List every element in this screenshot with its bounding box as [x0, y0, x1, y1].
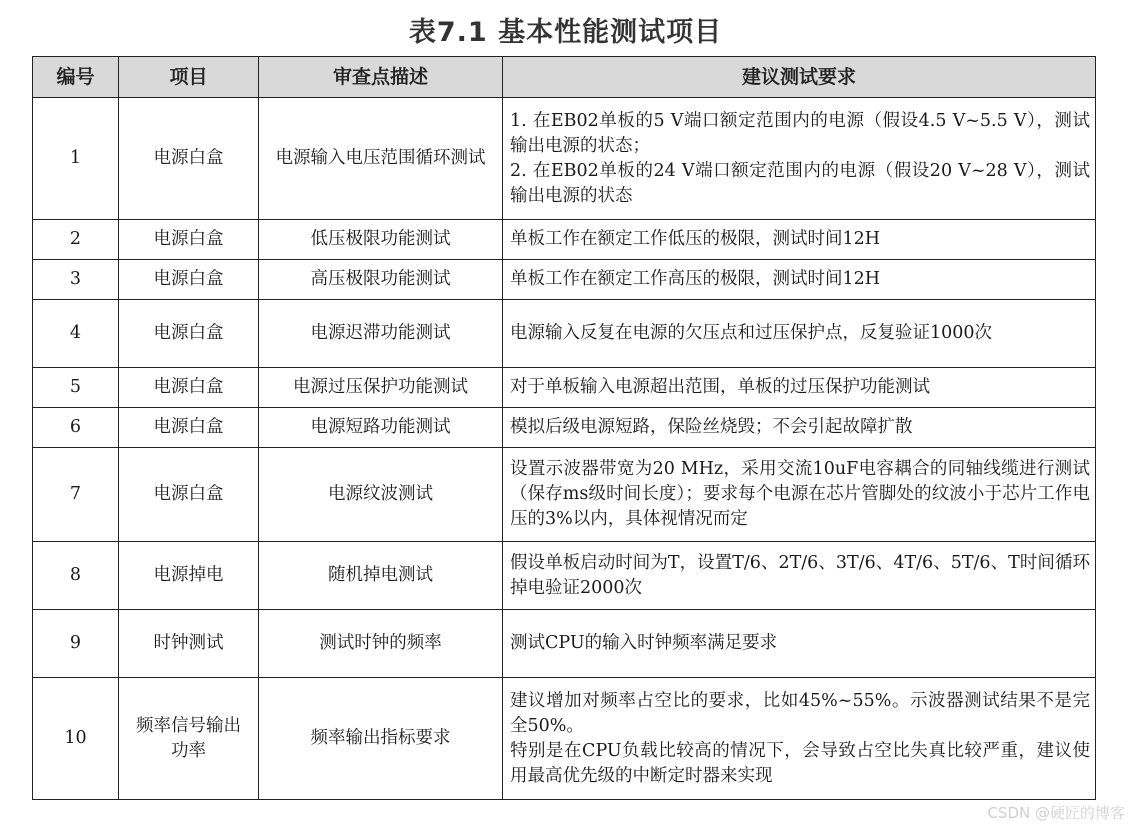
- row-number: 10: [33, 678, 119, 800]
- table-row: [33, 408, 1096, 448]
- row-description: 随机掉电测试: [259, 542, 503, 610]
- requirement-line: 对于单板输入电源超出范围，单板的过压保护功能测试: [510, 377, 930, 397]
- row-item: 电源白盒: [119, 260, 259, 300]
- requirement-line: 单板工作在额定工作低压的极限，测试时间12H: [510, 229, 881, 249]
- row-number: 5: [33, 368, 119, 408]
- row-requirement: [503, 448, 1096, 542]
- header-description: 审查点描述: [259, 57, 503, 98]
- requirement-line: 1. 在EB02单板的5 V端口额定范围内的电源（假设4.5 V~5.5 V），测试输出电源的状态；: [510, 110, 1090, 156]
- requirement-line: 电源输入反复在电源的欠压点和过压保护点，反复验证1000次: [510, 323, 993, 343]
- requirement-line: 模拟后级电源短路，保险丝烧毁；不会引起故障扩散: [510, 417, 913, 437]
- row-item: 频率信号输出功率: [119, 678, 259, 800]
- row-description: 电源纹波测试: [259, 448, 503, 542]
- table-title: 表7.1 基本性能测试项目: [408, 17, 723, 48]
- table-row: [33, 300, 1096, 368]
- row-number: 9: [33, 610, 119, 678]
- row-requirement: [503, 220, 1096, 260]
- header-requirement: 建议测试要求: [503, 57, 1096, 98]
- header-item: 项目: [119, 57, 259, 98]
- table-row: [33, 542, 1096, 610]
- header-number: 编号: [33, 57, 119, 98]
- requirement-line: 设置示波器带宽为20 MHz，采用交流10uF电容耦合的同轴线缆进行测试（保存ms级时间长度）；要求每个电源在芯片管脚处的纹波小于芯片工作电压的3%以内，具体视情况而定: [510, 459, 1090, 529]
- row-number: 1: [33, 98, 119, 220]
- table-row: [33, 260, 1096, 300]
- row-requirement: [503, 260, 1096, 300]
- table-row: [33, 610, 1096, 678]
- row-requirement: [503, 300, 1096, 368]
- row-item: 电源白盒: [119, 300, 259, 368]
- row-description: 电源输入电压范围循环测试: [259, 98, 503, 220]
- row-description: 电源过压保护功能测试: [259, 368, 503, 408]
- requirement-line: 特别是在CPU负载比较高的情况下，会导致占空比失真比较严重，建议使用最高优先级的中断定时器来实现: [510, 740, 1090, 786]
- watermark: CSDN @硬匠的博客: [987, 804, 1125, 822]
- row-description: 电源迟滞功能测试: [259, 300, 503, 368]
- performance-test-table: [32, 56, 1096, 800]
- row-item: 电源掉电: [119, 542, 259, 610]
- row-item: 电源白盒: [119, 368, 259, 408]
- row-item: 电源白盒: [119, 98, 259, 220]
- row-item: 电源白盒: [119, 448, 259, 542]
- row-number: 7: [33, 448, 119, 542]
- row-description: 电源短路功能测试: [259, 408, 503, 448]
- row-requirement: [503, 98, 1096, 220]
- row-number: 8: [33, 542, 119, 610]
- requirement-line: 2. 在EB02单板的24 V端口额定范围内的电源（假设20 V~28 V），测试输出电源的状态: [510, 160, 1090, 206]
- requirement-line: 建议增加对频率占空比的要求，比如45%~55%。示波器测试结果不是完全50%。: [510, 690, 1090, 736]
- row-requirement: [503, 542, 1096, 610]
- row-description: 高压极限功能测试: [259, 260, 503, 300]
- row-requirement: [503, 368, 1096, 408]
- row-number: 2: [33, 220, 119, 260]
- table-header-row: [33, 57, 1096, 98]
- table-row: [33, 368, 1096, 408]
- row-requirement: [503, 610, 1096, 678]
- row-item: 电源白盒: [119, 220, 259, 260]
- table-row: [33, 98, 1096, 220]
- row-number: 4: [33, 300, 119, 368]
- row-number: 3: [33, 260, 119, 300]
- row-description: 频率输出指标要求: [259, 678, 503, 800]
- row-description: 低压极限功能测试: [259, 220, 503, 260]
- requirement-line: 测试CPU的输入时钟频率满足要求: [510, 633, 778, 653]
- row-number: 6: [33, 408, 119, 448]
- row-description: 测试时钟的频率: [259, 610, 503, 678]
- table-row: [33, 678, 1096, 800]
- table-row: [33, 448, 1096, 542]
- row-requirement: [503, 678, 1096, 800]
- row-item: 电源白盒: [119, 408, 259, 448]
- row-item: 时钟测试: [119, 610, 259, 678]
- requirement-line: 假设单板启动时间为T，设置T/6、2T/6、3T/6、4T/6、5T/6、T时间循环掉电验证2000次: [510, 552, 1090, 598]
- row-requirement: [503, 408, 1096, 448]
- requirement-line: 单板工作在额定工作高压的极限，测试时间12H: [510, 269, 881, 289]
- table-row: [33, 220, 1096, 260]
